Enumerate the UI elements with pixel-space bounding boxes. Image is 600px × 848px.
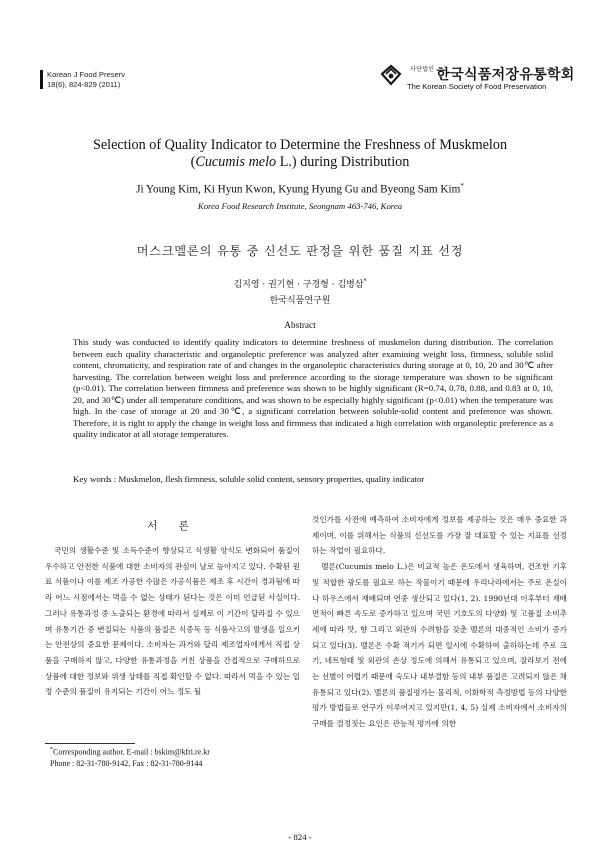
journal-name: Korean J Food Preserv (47, 70, 126, 79)
footnote (50, 745, 210, 769)
body-column-right (312, 512, 567, 732)
paragraph: 멜론(Cucumis melo L.)은 비교적 높은 온도에서 생육하며, 건조한 기후 및 적합한 광도를 필요로 하는 작물이기 때문에 우리나라에서는 주로 온실이나 하우스에서 재배되며 연중 생산되고 있다(1, 2). 1990년대 이후부터 재배면적이 빠른 속도로 증가하고 있으며 국민 기호도의 다양화 및 고품질 소비추세에 따라 맛, 향 그리고 외관의 수려함을 갖춘 멜론의 대중적인 소비가 증가되고 있다(3). 멜론은 수확 적기가 되면 일시에 수확하여 출하하는데 주로 크기, 네트형태 및 외관의 손상 정도에 의해서 유통되고 있으며, 잘라보기 전에는 선별이 어렵기 때문에 숙도나 내부결함 등의 내부 품질은 고려되지 않은 채 유통되고 있다(2). 멜론의 품질평가는 물리적, 이화학적 측정방법 등의 다양한 평가 방법들로 연구가 이루어지고 있지만(1, 4, 5) 실제 소비자에서 소비자의 구매를 결정짓는 요인은 관능적 평가에 의한 (312, 562, 567, 729)
footnote-rule (45, 743, 135, 744)
paper-title (40, 137, 560, 171)
paragraph: 것인가를 사전에 예측하여 소비자에게 정보를 제공하는 것은 매우 중요한 과제이며, 이를 위해서는 식품의 신선도를 가장 잘 대표할 수 있는 지표를 선정하는 작업이 필요하다. (312, 515, 567, 556)
corresponding-mark: * (460, 182, 464, 190)
affiliation: Korea Food Research Institute, Seongnam 463-746, Korea (197, 201, 403, 211)
page-number: - 824 - (288, 832, 312, 842)
journal-volume: 18(6), 824-829 (2011) (47, 79, 121, 89)
footnote-phone: Phone : 82-31-780-9142, Fax : 82-31-780-9144 (50, 758, 203, 768)
journal-citation (40, 70, 125, 89)
abstract-heading: Abstract (284, 321, 316, 331)
footnote-email: *Corresponding author. E-mail : bskim@kfri.re.kr (50, 747, 210, 757)
korean-authors: 김지영 · 권기현 · 구경형 · 김병삼* (233, 278, 367, 290)
paragraph: 국민의 생활수준 및 소득수준이 향상되고 식생활 양식도 변화되어 품질이 우수하고 안전한 식품에 대한 소비자의 관심이 날로 높아지고 있다. 수확된 원료 식품이나 이를 제조 가공한 수많은 가공식품은 제조 후 시간이 경과됨에 따라 어느 시점에서는 먹을 수 없는 상태가 된다는 것은 이미 언급된 사실이다. 그러나 유통과정 중 노출되는 환경에 따라서 실제로 이 기간이 달라질 수 있으며 유통기간 중 변질되는 식품의 품질은 식중독 등 식품사고의 발생을 일으키는 안전상의 중요한 문제이다. 소비자는 과거와 달리 제조업자에게서 직접 상품을 구매하지 않고, 다양한 유통과정을 거친 상품을 간접적으로 구매하므로 상품에 대한 정보와 위생 상태를 직접 확인할 수 없다. 따라서 먹을 수 있는 일정 수준의 품질이 유지되는 기간이 어느 정도 될 (45, 546, 300, 697)
society-logo-icon (380, 64, 402, 86)
title-line-2: (Cucumis melo L.) during Distribution (190, 154, 410, 170)
society-korean-name: $^{사단법인}$ 한국식품저장유통학회 (410, 66, 575, 83)
abstract-text: This study was conducted to identify quality indicators to determine freshness of muskmelon during distribution. The correlation between each quality characteristic and organoleptic preference was analyzed after examining weight loss, firmness, soluble solid content, chromaticity, and respiration rate of and changes in the organoleptic characteristics during storage at 0, 10, 20 and 30℃ after harvesting. The correlation between weight loss and preference according to the storage temperature was shown to be significant (p<0.01). The correlation between firmness and preference was shown to be highly significant (R=0.74, 0.78, 0.88, and 0.83 at 0, 10, 20, and 30℃) under all temperature conditions, and was shown to be especially highly significant (p<0.01) when the temperature was high. In the case of storage at 20 and 30℃, a significant correlation between soluble-solid content and preference was shown. Therefore, it is right to apply the change in weight loss and firmness that indicated a high correlation with organoleptic preference as a quality indicator at all storage temperatures. (73, 337, 553, 440)
society-english-name: The Korean Society of Food Preservation (407, 82, 547, 91)
korean-affiliation: 한국식품연구원 (269, 296, 331, 306)
scientific-name: Cucumis melo (195, 154, 277, 170)
keywords: Key words : Muskmelon, flesh firmness, soluble solid content, sensory properties, quality indicator (73, 474, 425, 484)
author-list: Ji Young Kim, Ki Hyun Kwon, Kyung Hyung Gu and Byeong Sam Kim* (136, 182, 464, 196)
body-column-left (45, 543, 300, 700)
section-heading-introduction: 서 론 (147, 520, 198, 532)
title-line-1: Selection of Quality Indicator to Determine the Freshness of Muskmelon (92, 137, 508, 153)
korean-title: 머스크멜론의 유통 중 신선도 판정을 위한 품질 지표 선정 (136, 244, 464, 258)
society-header (380, 64, 575, 94)
